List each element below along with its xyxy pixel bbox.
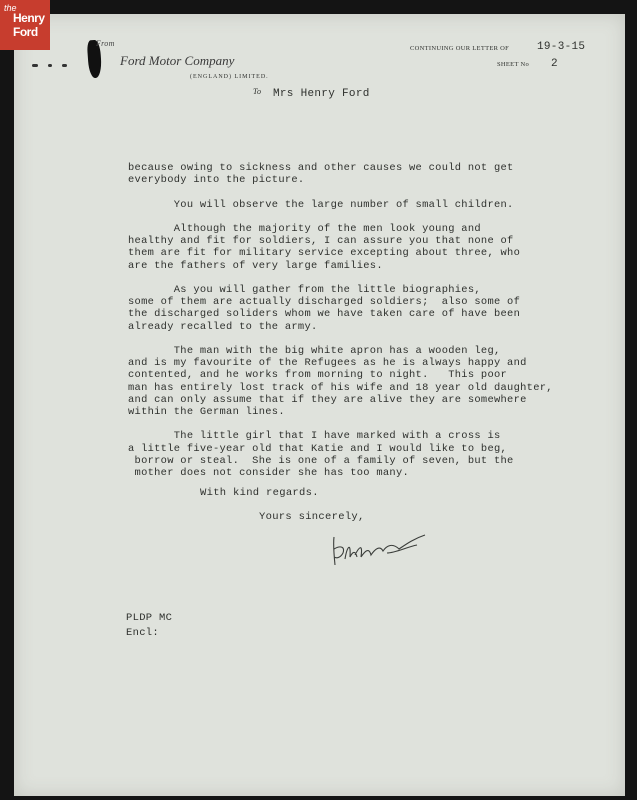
from-label: From (96, 39, 115, 48)
logo-line-1: the (4, 3, 17, 13)
mark (48, 64, 52, 67)
continuing-label: CONTINUING OUR LETTER OF (410, 45, 510, 52)
company-name: Ford Motor Company (120, 53, 235, 68)
logo-line-2: Henry (13, 11, 45, 25)
sheet-number: 2 (551, 58, 558, 70)
sheet-label: SHEET No (497, 61, 530, 68)
logo-line-3: Ford (13, 25, 38, 39)
continuing-date: 19-3-15 (537, 41, 586, 53)
recipient-name: Mrs Henry Ford (273, 88, 370, 100)
henry-ford-logo (0, 0, 50, 50)
mark (62, 64, 67, 67)
letter-body: because owing to sickness and other causes we could not get everybody into the picture. You will observe the large number of small children. Although the majority of the men look young and healthy and fit for soldiers, I can assure you that none of them are fit for military service excepting about three, who are the fathers of very large families. As you will gather from the little biographies, some of them are actually discharged soldiers; also some of the discharged soliders whom we have taken care of have been already recalled to the army. The man with the big white apron has a wooden leg, and is my favourite of the Refugees as he is always happy and contented, and he works from morning to night. This poor man has entirely lost track of his wife and 18 year old daughter, and can only assume that if they are alive they are somewhere within the German lines. The little girl that I have marked with a cross is a little five-year old that Katie and I would like to beg, borrow or steal. She is one of a family of seven, but the mother does not consider she has too many. (128, 162, 553, 480)
enclosure-label: Encl: (126, 627, 160, 639)
closing-sincerely: Yours sincerely, (259, 511, 365, 523)
signature-image (325, 527, 440, 572)
reference-initials: PLDP MC (126, 612, 173, 624)
mark (32, 64, 38, 67)
reference-block (126, 611, 172, 641)
to-label: To (253, 87, 262, 96)
company-subtitle: (ENGLAND) LIMITED. (190, 74, 269, 80)
closing-regards: With kind regards. (200, 487, 319, 499)
